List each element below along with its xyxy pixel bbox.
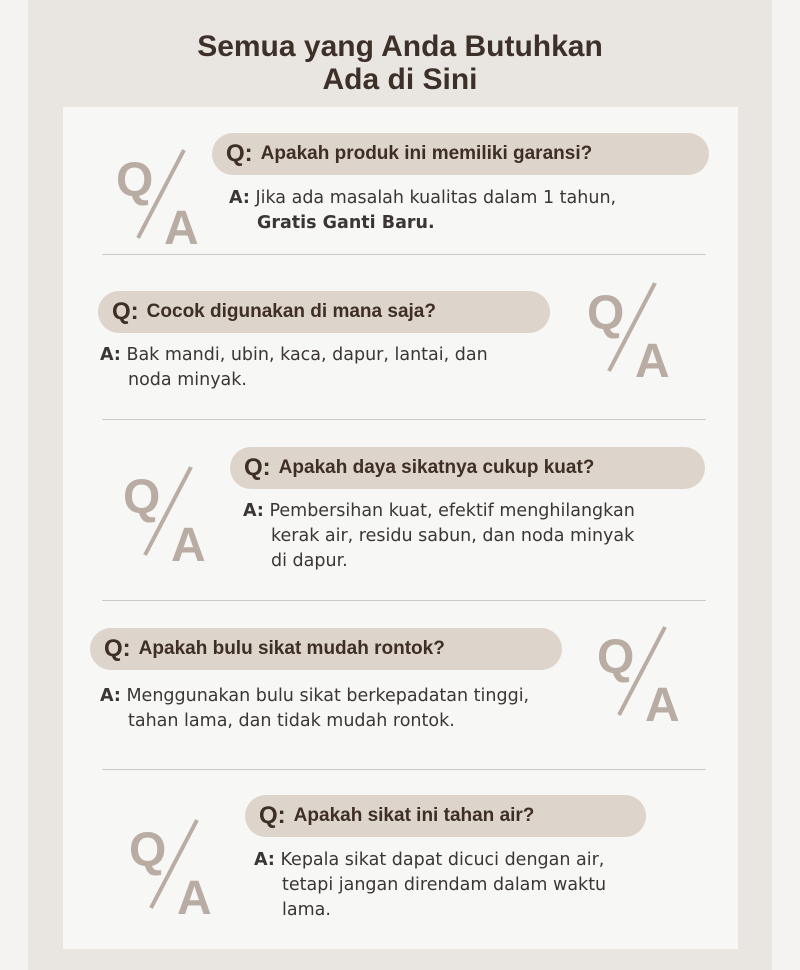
answer-line-2: noda minyak.: [128, 370, 247, 390]
answer-line-1: Kepala sikat dapat dicuci dengan air,: [280, 850, 605, 870]
a-prefix: A:: [100, 345, 121, 365]
question-text: Cocok digunakan di mana saja?: [146, 301, 436, 322]
faq-card: [63, 107, 738, 949]
qa-logo-q: Q: [587, 287, 625, 340]
question-pill: [98, 291, 550, 333]
answer-line-2: tahan lama, dan tidak mudah rontok.: [128, 711, 455, 731]
question-text: Apakah sikat ini tahan air?: [293, 805, 535, 826]
q-prefix: Q:: [226, 140, 253, 167]
answer-block: [100, 343, 488, 393]
divider: [102, 600, 706, 601]
qa-logo-icon: [583, 275, 683, 385]
question-pill: [90, 628, 562, 670]
qa-logo-q: Q: [597, 631, 635, 684]
answer-line-2: Gratis Ganti Baru.: [257, 213, 435, 233]
answer-line-3: lama.: [282, 900, 331, 920]
qa-logo-icon: [112, 142, 212, 252]
q-prefix: Q:: [104, 635, 131, 662]
qa-logo-a: A: [171, 519, 206, 569]
title-line-1: Semua yang Anda Butuhkan: [197, 30, 603, 63]
answer-line-2: kerak air, residu sabun, dan noda minyak: [271, 526, 635, 546]
question-pill: [230, 447, 705, 489]
divider: [102, 254, 706, 255]
a-prefix: A:: [229, 188, 250, 208]
answer-line-1: Menggunakan bulu sikat berkepadatan tinggi,: [126, 686, 530, 706]
question-text: Apakah daya sikatnya cukup kuat?: [278, 457, 595, 478]
title-line-2: Ada di Sini: [322, 63, 478, 96]
qa-logo-a: A: [164, 202, 199, 252]
qa-logo-a: A: [635, 335, 670, 385]
qa-logo-a: A: [645, 679, 680, 729]
q-prefix: Q:: [112, 298, 139, 325]
a-prefix: A:: [243, 501, 264, 521]
question-text: Apakah produk ini memiliki garansi?: [260, 143, 593, 164]
qa-logo-icon: [125, 812, 225, 922]
qa-logo-icon: [593, 619, 693, 729]
answer-block: [243, 499, 635, 574]
qa-logo-q: Q: [129, 824, 167, 877]
q-prefix: Q:: [259, 802, 286, 829]
qa-logo-icon: [119, 459, 219, 569]
answer-block: [229, 186, 616, 236]
answer-block: [254, 848, 606, 923]
answer-line-1: Pembersihan kuat, efektif menghilangkan: [269, 501, 635, 521]
qa-logo-q: Q: [123, 471, 161, 524]
answer-block: [100, 684, 529, 734]
page-title: [0, 30, 800, 96]
answer-line-1: Bak mandi, ubin, kaca, dapur, lantai, dan: [126, 345, 488, 365]
divider: [102, 769, 706, 770]
question-text: Apakah bulu sikat mudah rontok?: [138, 638, 445, 659]
answer-line-1: Jika ada masalah kualitas dalam 1 tahun,: [255, 188, 617, 208]
q-prefix: Q:: [244, 454, 271, 481]
a-prefix: A:: [254, 850, 275, 870]
question-pill: [212, 133, 709, 175]
divider: [102, 419, 706, 420]
answer-line-2: tetapi jangan direndam dalam waktu: [282, 875, 607, 895]
a-prefix: A:: [100, 686, 121, 706]
qa-logo-q: Q: [116, 154, 154, 207]
answer-line-3: di dapur.: [271, 551, 348, 571]
qa-logo-a: A: [177, 872, 212, 922]
question-pill: [245, 795, 646, 837]
